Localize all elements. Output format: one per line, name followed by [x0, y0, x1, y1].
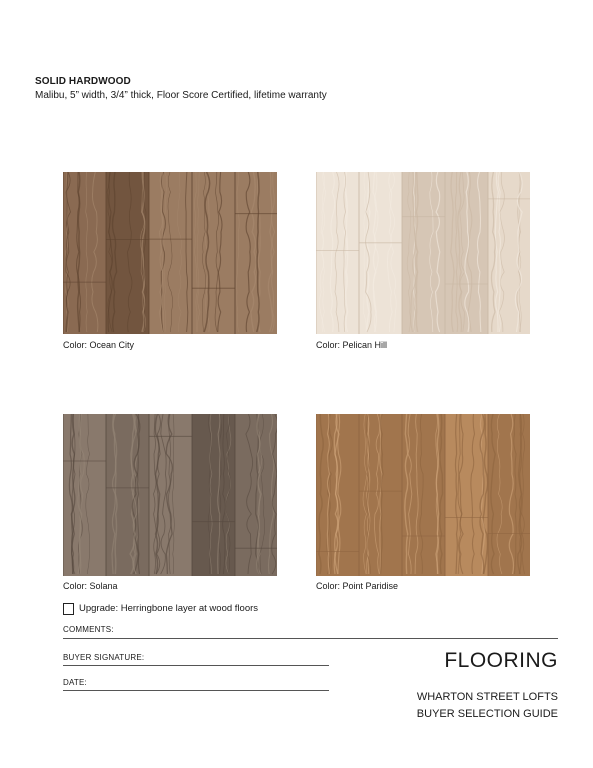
- guide-name: BUYER SELECTION GUIDE: [416, 708, 558, 720]
- swatch-caption-point-paridise: Color: Point Paridise: [316, 581, 399, 591]
- wood-plank-image: [63, 172, 277, 334]
- project-name: WHARTON STREET LOFTS: [416, 691, 558, 703]
- section-heading: SOLID HARDWOOD: [35, 76, 131, 87]
- swatch-pelican-hill: [316, 172, 530, 334]
- product-description: Malibu, 5” width, 3/4” thick, Floor Score Certified, lifetime warranty: [35, 90, 327, 101]
- swatch-ocean-city: [63, 172, 277, 334]
- upgrade-checkbox[interactable]: [63, 603, 74, 615]
- wood-plank-image: [316, 172, 530, 334]
- swatch-solana: [63, 414, 277, 576]
- upgrade-label: Upgrade: Herringbone layer at wood floors: [79, 603, 259, 614]
- category-title: FLOORING: [444, 649, 558, 672]
- signature-label: BUYER SIGNATURE:: [63, 653, 145, 662]
- comments-line[interactable]: [63, 638, 558, 639]
- signature-line[interactable]: [63, 665, 329, 666]
- swatch-caption-solana: Color: Solana: [63, 581, 118, 591]
- swatch-caption-ocean-city: Color: Ocean City: [63, 340, 135, 350]
- wood-plank-image: [316, 414, 530, 576]
- comments-label: COMMENTS:: [63, 625, 114, 634]
- date-label: DATE:: [63, 678, 87, 687]
- wood-plank-image: [63, 414, 277, 576]
- date-line[interactable]: [63, 690, 329, 691]
- swatch-point-paridise: [316, 414, 530, 576]
- swatch-caption-pelican-hill: Color: Pelican Hill: [316, 340, 388, 350]
